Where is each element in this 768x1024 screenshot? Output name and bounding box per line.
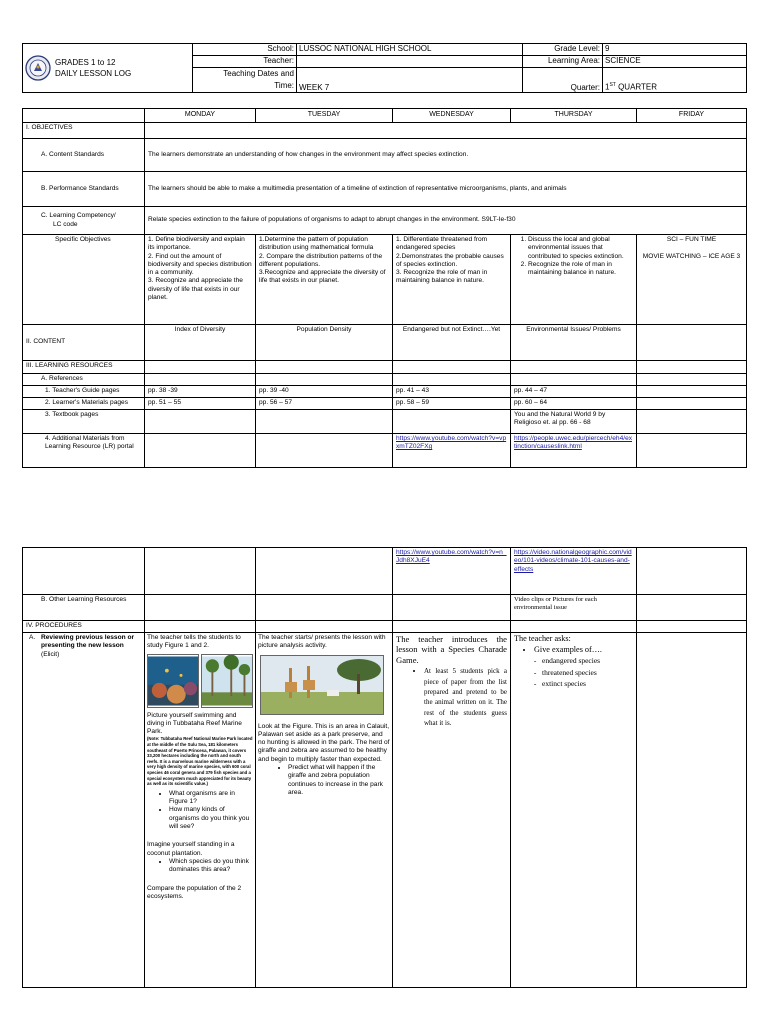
review-label: A. Reviewing previous lesson or presenting the new lesson (Elicit): [23, 633, 145, 988]
lesson-table-page-2: [22, 547, 746, 988]
review-label-text: Reviewing previous lesson or presenting the new lesson: [41, 634, 135, 650]
header-block: [22, 43, 746, 93]
dates-value: WEEK 7: [297, 68, 523, 93]
school-value: LUSSOC NATIONAL HIGH SCHOOL: [297, 44, 523, 56]
area-label: Learning Area:: [523, 56, 603, 68]
monday-picture-text: Picture yourself swimming and diving in Tubbataha Reef Marine Park.: [147, 711, 242, 736]
monday-intro: The teacher tells the students to study Figure 1 and 2.: [147, 634, 241, 650]
form-title-2: DAILY LESSON LOG: [55, 69, 132, 78]
thursday-objective-1: 1. Discuss the local and global environmental issues that contributed to species extinction.: [528, 236, 633, 261]
competency-label-2: LC code: [53, 220, 78, 228]
specific-objectives-label: Specific Objectives: [23, 235, 145, 325]
monday-review: [145, 633, 256, 988]
tg-label: 1. Teacher's Guide pages: [23, 386, 145, 398]
thursday-dash-3: - extinct species: [542, 678, 633, 690]
tg-tuesday: pp. 39 -40: [256, 386, 393, 398]
youtube-link-1[interactable]: https://www.youtube.com/watch?v=vpxmTZ02FXg: [396, 435, 507, 451]
natgeo-link[interactable]: https://video.nationalgeographic.com/video/101-videos/climate-101-causes-and-effects: [514, 549, 632, 573]
thursday-dash-2: - threatened species: [542, 667, 633, 679]
monday-question-2: • How many kinds of organisms do you think you will see?: [169, 806, 253, 831]
school-label: School:: [193, 44, 297, 56]
review-label-elicit: (Elicit): [41, 650, 60, 658]
objectives-heading: I. OBJECTIVES: [23, 123, 145, 139]
textbook-label: 3. Textbook pages: [23, 410, 145, 434]
dates-label-1: Teaching Dates and: [223, 69, 294, 78]
wednesday-game-item: • At least 5 students pick a piece of paper from the list prepared and pretend to be the animal written on it. The rest of the students guess what it is.: [424, 666, 507, 728]
thursday-dash-1: - endangered species: [542, 655, 633, 667]
day-thursday: THURSDAY: [511, 109, 637, 123]
tuesday-review: [256, 633, 393, 988]
dates-label-2: Time:: [274, 81, 294, 90]
wednesday-intro: The teacher introduces the lesson with a Species Charade Game.: [396, 634, 507, 665]
resources-heading: III. LEARNING RESOURCES: [23, 361, 145, 374]
teacher-value: [297, 56, 523, 68]
day-friday: FRIDAY: [637, 109, 747, 123]
coral-reef-photo: [147, 654, 199, 708]
friday-line-1: SCI – FUN TIME: [666, 236, 717, 243]
lm-thursday: pp. 60 – 64: [511, 398, 637, 410]
area-value: SCIENCE: [603, 56, 747, 68]
thursday-review: [511, 633, 637, 988]
tuesday-text: Look at the Figure. This is an area in Calauit, Palawan set aside as a park preserve, and no hunting is allowed in the park. The herd of giraffe and zebra are assumed to be healthy and begin to multiply faster than expected.: [258, 722, 390, 763]
monday-objectives: 1. Define biodiversity and explain its importance. 2. Find out the amount of biodiversity and species distribution in a community. 3. Recognize and appreciate the diversity of life that exists in our planet.: [145, 235, 256, 325]
tg-monday: pp. 38 -39: [145, 386, 256, 398]
textbook-thursday: You and the Natural World 9 by Religioso et. al pp. 66 - 68: [511, 410, 637, 434]
monday-note: (Note: Tubbataha Reef National Marine Park located at the middle of the Sulu Sea, 181 kilometers southeast of Puerto Princesa, Palawan, it covers 33,200 hectares including the north and south reefs. It is a marvelous marine wilderness with a very high density of marine species, with 600 coral species 46 coral genera and 379 fish species and a special ecosystem much appreciated for its beauty as well as its scientific value.): [147, 736, 253, 787]
tuesday-question: • Predict what will happen if the giraffe and zebra population continues to increase in the park area.: [288, 764, 390, 797]
tuesday-objectives: 1.Determine the pattern of population distribution using mathematical formula 2. Compare the distribution patterns of the different populations. 3.Recognize and appreciate the diversity of life that exists in our planet.: [256, 235, 393, 325]
thursday-objectives: [511, 235, 637, 325]
thursday-intro: The teacher asks:: [514, 634, 571, 643]
performance-standards-label: B. Performance Standards: [23, 172, 145, 207]
quarter-value: 1ST QUARTER: [603, 68, 747, 93]
friday-objectives: [637, 235, 747, 325]
lm-tuesday: pp. 56 – 57: [256, 398, 393, 410]
teacher-label: Teacher:: [193, 56, 297, 68]
form-title-1: GRADES 1 to 12: [55, 58, 116, 67]
grade-label: Grade Level:: [523, 44, 603, 56]
other-resources-thursday: Video clips or Pictures for each environmental issue: [511, 595, 637, 621]
day-tuesday: TUESDAY: [256, 109, 393, 123]
content-heading: II. CONTENT: [23, 325, 145, 361]
performance-standards-text: The learners should be able to make a multimedia presentation of a timeline of extinction of representative microorganisms, plants, and animals: [145, 172, 747, 207]
other-resources-label: B. Other Learning Resources: [23, 595, 145, 621]
thursday-objective-2: 2. Recognize the role of man in maintaining balance in nature.: [528, 261, 633, 278]
monday-content: Index of Diversity: [145, 325, 256, 361]
uwec-link[interactable]: https://people.uwec.edu/piercech/eh4/extinction/causeslink.html: [514, 435, 633, 451]
tg-wednesday: pp. 41 – 43: [393, 386, 511, 398]
lm-wednesday: pp. 58 – 59: [393, 398, 511, 410]
additional-materials-label: 4. Additional Materials from Learning Resource (LR) portal: [23, 434, 145, 468]
youtube-link-2[interactable]: https://www.youtube.com/watch?v=n_Jdh8XJuE4: [396, 549, 507, 565]
monday-question-1: • What organisms are in Figure 1?: [169, 790, 253, 807]
tuesday-intro: The teacher starts/ presents the lesson with picture analysis activity.: [258, 634, 386, 650]
grade-value: 9: [603, 44, 747, 56]
quarter-label: Quarter:: [523, 68, 603, 93]
competency-text: Relate species extinction to the failure of populations of organisms to adapt to abrupt changes in the environment. S9LT-Ie-f30: [145, 207, 747, 235]
lesson-table-page-1: [22, 108, 746, 468]
lm-label: 2. Learner's Materials pages: [23, 398, 145, 410]
monday-question-3: • Which species do you think dominates this area?: [169, 858, 253, 875]
monday-imagine: Imagine yourself standing in a coconut plantation.: [147, 841, 235, 857]
friday-line-2: MOVIE WATCHING – ICE AGE 3: [642, 253, 741, 261]
tg-thursday: pp. 44 – 47: [511, 386, 637, 398]
lm-monday: pp. 51 – 55: [145, 398, 256, 410]
thursday-content: Environmental Issues/ Problems: [511, 325, 637, 361]
tuesday-content: Population Density: [256, 325, 393, 361]
coconut-plantation-photo: [201, 654, 253, 708]
competency-label-1: C. Learning Competency/: [41, 212, 116, 220]
deped-seal-icon: [25, 55, 51, 81]
wednesday-content: Endangered but not Extinct….Yet: [393, 325, 511, 361]
thursday-bullet: • Give examples of….: [534, 645, 633, 656]
day-wednesday: WEDNESDAY: [393, 109, 511, 123]
giraffe-zebra-photo: [260, 655, 384, 715]
content-standards-text: The learners demonstrate an understanding of how changes in the environment may affect species extinction.: [145, 139, 747, 172]
wednesday-review: [393, 633, 511, 988]
monday-compare: Compare the population of the 2 ecosystems.: [147, 884, 242, 900]
wednesday-objectives: 1. Differentiate threatened from endangered species 2.Demonstrates the probable causes of species extinction. 3. Recognize the role of man in maintaining balance in nature.: [393, 235, 511, 325]
procedures-heading: IV. PROCEDURES: [23, 621, 145, 633]
content-standards-label: A. Content Standards: [23, 139, 145, 172]
references-label: A. References: [23, 374, 145, 386]
day-monday: MONDAY: [145, 109, 256, 123]
